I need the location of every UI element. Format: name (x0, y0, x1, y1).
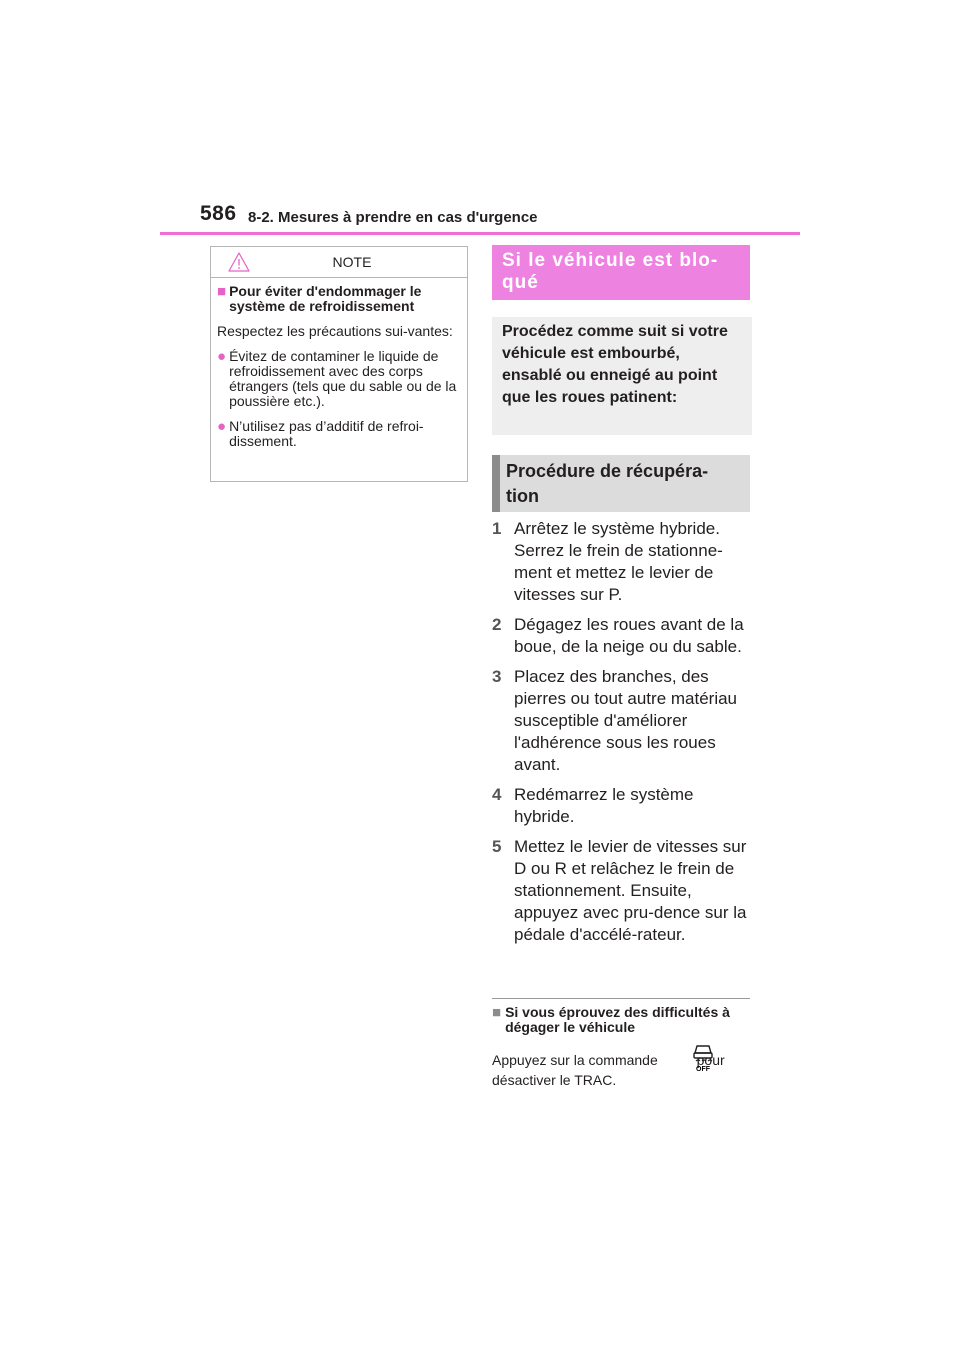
section-title: 8-2. Mesures à prendre en cas d'urgence (248, 209, 538, 226)
step-item: 5 Mettez le levier de vitesses sur D ou R et relâchez le frein de stationnement. Ensuite, appuyez avec pru-dence sur la pédale d'accélé-rateur. (492, 837, 747, 944)
step-item: 2 Dégagez les roues avant de la boue, de la neige ou du sable. (492, 615, 744, 656)
step-item: 4 Redémarrez le système hybride. (492, 785, 694, 826)
difficulty-text: Appuyez sur la commande pour désactiver le TRAC. (492, 1052, 725, 1088)
note-box (210, 246, 468, 482)
note-bullet: ● N’utilisez pas d’additif de refroi-dissement. (217, 418, 424, 449)
trac-off-icon (688, 1042, 718, 1072)
warning-triangle-icon (227, 251, 251, 273)
section-divider (492, 998, 750, 999)
note-subheading: ■ Pour éviter d'endommager le système de refroidissement (217, 283, 422, 314)
step-item: 1 Arrêtez le système hybride. Serrez le frein de stationne-ment et mettez le levier de vitesses sur P. (492, 519, 723, 604)
procedure-steps (492, 518, 754, 954)
intro-box: Procédez comme suit si votre véhicule est embourbé, ensablé ou enneigé au point que les roues patinent: (492, 317, 752, 435)
note-label: NOTE (332, 254, 372, 270)
header-rule (160, 232, 800, 235)
trac-off-label: OFF (696, 1066, 710, 1072)
procedure-heading: Procédure de récupéra-tion (492, 455, 750, 512)
note-intro: Respectez les précautions sui-vantes: (217, 323, 453, 339)
note-header (211, 247, 467, 278)
step-item: 3 Placez des branches, des pierres ou tout autre matériau susceptible d'améliorer l'adhérence sous les roues avant. (492, 667, 738, 774)
page-number: 586 (200, 202, 237, 225)
difficulty-title: ■ Si vous éprouvez des difficultés à dégager le véhicule (492, 1004, 730, 1035)
section-banner: Si le véhicule est blo-qué (492, 245, 750, 300)
note-bullet: ● Évitez de contaminer le liquide de refroidissement avec des corps étrangers (tels que du sable ou de la poussière etc.). (217, 348, 457, 409)
